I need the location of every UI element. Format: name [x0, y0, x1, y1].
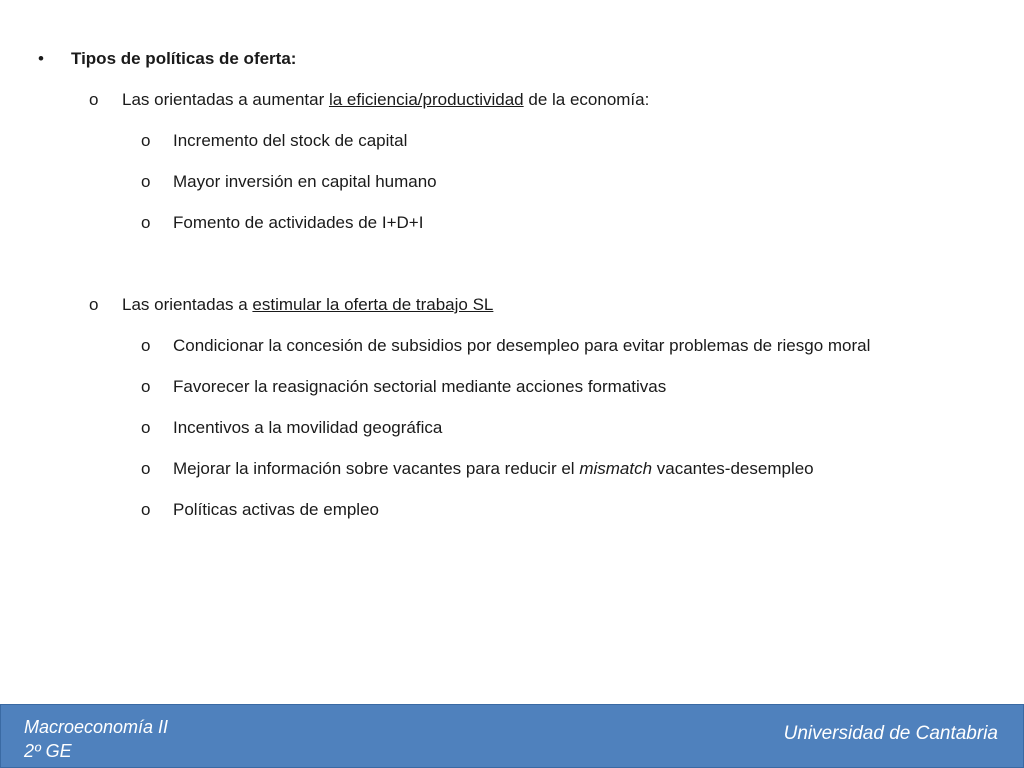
group2-text [122, 294, 493, 316]
group1-item: Fomento de actividades de I+D+I [173, 213, 424, 232]
group1-underlined: la eficiencia/productividad [328, 90, 524, 109]
mismatch-prefix: Mejorar la información sobre vacantes para reducir el [173, 459, 580, 478]
group2-item: Condicionar la concesión de subsidios por desempleo para evitar problemas de riesgo moral [173, 336, 871, 355]
group1-prefix: Las orientadas a aumentar [122, 90, 329, 109]
group1-item: Incremento del stock de capital [173, 131, 408, 150]
group2-underlined: estimular la oferta de trabajo SL [252, 295, 494, 314]
group1-text [122, 89, 649, 111]
group2-item-bullet: o [141, 459, 151, 478]
group2-item-bullet: o [141, 377, 151, 396]
heading-bullet: • [38, 49, 44, 68]
footer-group: 2º GE [24, 741, 72, 761]
group1-suffix: de la economía: [523, 90, 650, 109]
mismatch-italic: mismatch [579, 459, 653, 478]
group1-bullet: o [89, 90, 99, 109]
group2-item: Incentivos a la movilidad geográfica [173, 418, 443, 437]
group1-item-bullet: o [141, 172, 151, 191]
group2-item: Favorecer la reasignación sectorial mediante acciones formativas [173, 377, 667, 396]
group2-item-bullet: o [141, 336, 151, 355]
footer-university: Universidad de Cantabria [783, 723, 998, 744]
group2-prefix: Las orientadas a [122, 295, 253, 314]
group2-item-bullet: o [141, 500, 151, 519]
group1-item-bullet: o [141, 213, 151, 232]
group1-item: Mayor inversión en capital humano [173, 172, 437, 191]
footer-course-info [24, 715, 168, 763]
mismatch-suffix: vacantes-desempleo [652, 459, 814, 478]
group2-mismatch-item [173, 458, 814, 480]
group2-bullet: o [89, 295, 99, 314]
group2-item-bullet: o [141, 418, 151, 437]
footer-course: Macroeconomía II [24, 717, 169, 737]
group1-item-bullet: o [141, 131, 151, 150]
footer-bar [0, 704, 1024, 768]
group2-item: Políticas activas de empleo [173, 500, 379, 519]
heading-text: Tipos de políticas de oferta: [71, 49, 297, 68]
